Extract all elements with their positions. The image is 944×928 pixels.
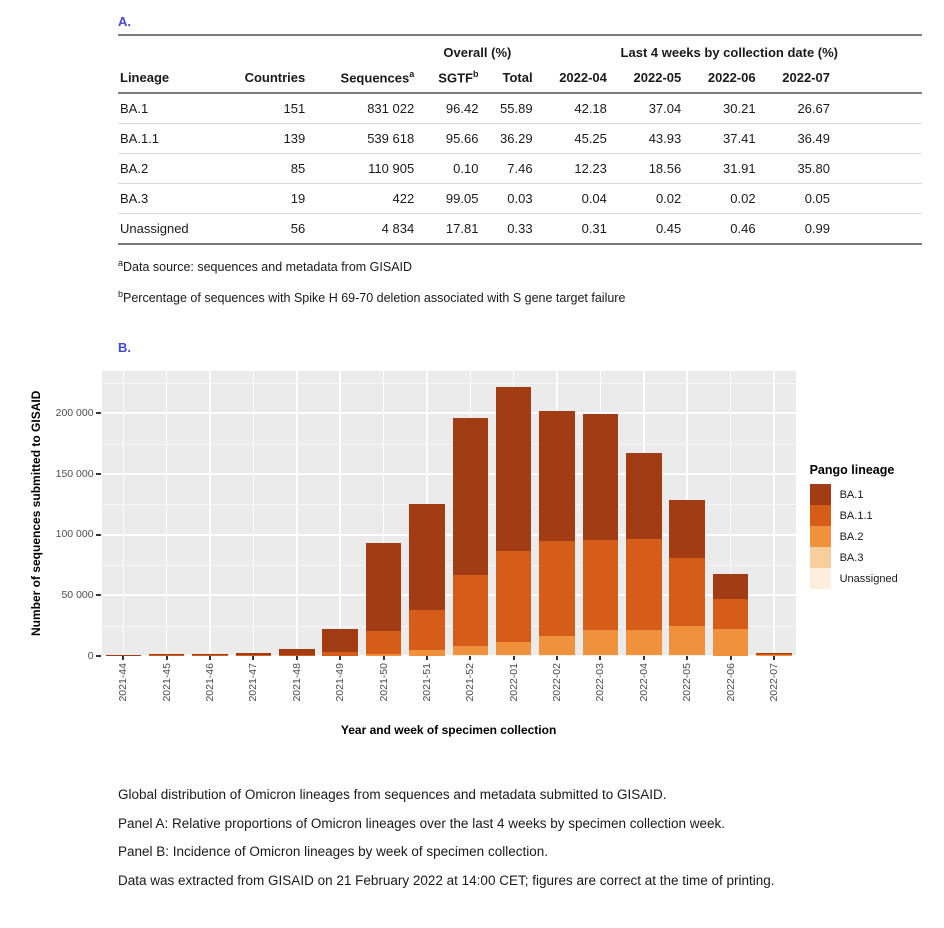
x-tick-mark	[686, 656, 688, 660]
col-header-countries: Countries	[218, 62, 310, 93]
value-cell: 95.66	[418, 124, 482, 154]
bar-slot	[449, 371, 492, 656]
bar-segment-BA.1.1	[713, 599, 749, 630]
bar-segment-BA.1	[626, 453, 662, 538]
x-tick-label: 2021-44	[117, 663, 130, 702]
x-tick-label: 2022-01	[507, 663, 520, 702]
legend-swatch	[810, 505, 831, 526]
bar-segment-BA.1.1	[669, 558, 705, 627]
table-body	[118, 93, 922, 244]
value-cell: 7.46	[482, 154, 536, 184]
bar-stack-2022-05	[669, 500, 705, 656]
value-cell: 99.05	[418, 184, 482, 214]
table-row	[118, 184, 922, 214]
value-cell: 45.25	[537, 124, 611, 154]
legend-label: BA.1.1	[839, 509, 873, 522]
x-tick-mark	[383, 656, 385, 660]
bar-stack-2021-49	[322, 629, 358, 656]
col-header-2022-07: 2022-07	[760, 62, 834, 93]
x-tick-mark	[426, 656, 428, 660]
lineage-cell: BA.1	[120, 101, 149, 117]
lineage-cell: BA.1.1	[118, 124, 218, 154]
col-header-2022-05: 2022-05	[611, 62, 685, 93]
bar-stack-2022-04	[626, 453, 662, 656]
x-axis-tick-labels	[102, 661, 796, 717]
value-cell: 0.46	[685, 214, 759, 245]
x-tick-mark	[513, 656, 515, 660]
value-cell: 0.02	[685, 184, 759, 214]
bar-segment-BA.2	[626, 630, 662, 655]
bar-slot	[275, 371, 318, 656]
table-row	[118, 93, 922, 124]
bar-segment-BA.1.1	[409, 610, 445, 650]
legend-swatch	[810, 568, 831, 589]
value-cell: 110 905	[309, 154, 418, 184]
legend-label: Unassigned	[839, 572, 898, 585]
caption-line: Panel B: Incidence of Omicron lineages by week of specimen collection.	[118, 844, 548, 859]
figure-captions	[118, 788, 775, 902]
bar-segment-BA.1.1	[366, 631, 402, 655]
x-tick-mark	[730, 656, 732, 660]
x-tick-label: 2021-48	[290, 663, 303, 702]
panel-b	[0, 340, 944, 737]
table-group-header-row	[118, 35, 922, 62]
table-row	[118, 124, 922, 154]
x-tick-label: 2022-05	[681, 663, 694, 702]
x-tick-mark	[122, 656, 124, 660]
table-row	[118, 214, 922, 245]
legend-swatch	[810, 484, 831, 505]
value-cell: 0.02	[611, 184, 685, 214]
x-tick-mark	[296, 656, 298, 660]
bar-segment-BA.1.1	[453, 575, 489, 646]
bar-slot	[665, 371, 708, 656]
x-tick-label: 2021-47	[247, 663, 260, 702]
bar-stack-2022-01	[496, 387, 532, 656]
legend-items	[810, 484, 944, 589]
value-cell: 0.31	[537, 214, 611, 245]
y-axis-tick-labels	[44, 371, 102, 662]
value-cell: 151	[283, 101, 306, 117]
value-cell: 139	[218, 124, 310, 154]
bar-segment-BA.2	[669, 626, 705, 655]
lineage-cell: Unassigned	[118, 214, 218, 245]
bar-slot	[535, 371, 578, 656]
bar-stack-2022-03	[583, 414, 619, 657]
x-tick-mark	[469, 656, 471, 660]
bars-layer	[102, 371, 796, 656]
x-tick-label: 2021-46	[204, 663, 217, 702]
col-header-2022-06: 2022-06	[685, 62, 759, 93]
panel-a-label: A.	[118, 14, 131, 29]
col-header-2022-04: 2022-04	[537, 62, 611, 93]
value-cell: 831 022	[367, 101, 415, 117]
lineage-cell: BA.3	[118, 184, 218, 214]
y-tick-mark	[96, 594, 101, 596]
value-cell: 85	[218, 154, 310, 184]
value-cell: 0.33	[482, 214, 536, 245]
bar-segment-BA.2	[713, 629, 749, 655]
legend-item-BA.1	[810, 484, 944, 505]
col-header-sequences: Sequences$^a$	[309, 62, 418, 93]
bar-slot	[622, 371, 665, 656]
value-cell: 43.93	[611, 124, 685, 154]
bar-segment-BA.1	[713, 574, 749, 599]
legend-title: Pango lineage	[809, 463, 895, 477]
value-cell: 539 618	[309, 124, 418, 154]
value-cell: 0.04	[537, 184, 611, 214]
bar-segment-BA.1.1	[496, 551, 532, 642]
bar-slot	[362, 371, 405, 656]
caption-line: Panel A: Relative proportions of Omicron lineages over the last 4 weeks by specimen collection week.	[118, 815, 726, 831]
y-tick-label: 200 000	[55, 406, 94, 419]
x-axis-ticks	[102, 656, 796, 661]
y-tick-label: 100 000	[55, 528, 94, 541]
x-tick-mark	[773, 656, 775, 660]
panel-a	[118, 14, 922, 306]
bar-segment-BA.1	[409, 504, 445, 609]
value-cell: 56	[218, 214, 310, 245]
value-cell: 0.45	[611, 214, 685, 245]
footnote-b: $^b$Percentage of sequences with Spike H 69-70 deletion associated with S gene target failure	[118, 289, 626, 306]
bar-slot	[188, 371, 231, 656]
x-tick-mark	[252, 656, 254, 660]
x-axis-title: Year and week of specimen collection	[340, 723, 557, 737]
y-axis-title: Number of sequences submitted to GISAID	[29, 390, 43, 637]
value-cell: 19	[218, 184, 310, 214]
bar-slot	[145, 371, 188, 656]
x-tick-mark	[643, 656, 645, 660]
bar-stack-2021-51	[409, 504, 445, 656]
x-tick-label: 2022-02	[551, 663, 564, 702]
value-cell: 31.91	[685, 154, 759, 184]
value-cell: 30.21	[723, 101, 756, 117]
bar-slot	[405, 371, 448, 656]
bar-segment-BA.2	[583, 630, 619, 655]
x-tick-label: 2022-07	[767, 663, 780, 702]
table-row	[118, 154, 922, 184]
bar-segment-BA.1	[669, 500, 705, 558]
x-tick-mark	[599, 656, 601, 660]
x-tick-label: 2022-03	[594, 663, 607, 702]
x-tick-label: 2021-45	[160, 663, 173, 702]
caption-line: Global distribution of Omicron lineages from sequences and metadata submitted to GISAID.	[118, 787, 667, 802]
value-cell: 26.67	[797, 101, 830, 117]
bar-slot	[102, 371, 145, 656]
x-tick-mark	[166, 656, 168, 660]
bar-slot	[318, 371, 361, 656]
bar-segment-BA.1.1	[583, 540, 619, 630]
chart	[28, 371, 944, 737]
bar-stack-2021-48	[279, 649, 315, 656]
value-cell: 0.03	[482, 184, 536, 214]
bar-stack-2022-06	[713, 574, 749, 656]
value-cell: 55.89	[500, 101, 533, 117]
lineage-table	[118, 34, 922, 245]
footnote-a: $^a$Data source: sequences and metadata from GISAID	[118, 258, 413, 275]
lineage-cell: BA.2	[118, 154, 218, 184]
legend-label: BA.3	[839, 551, 864, 564]
value-cell: 37.41	[685, 124, 759, 154]
bar-segment-BA.2	[539, 636, 575, 655]
group-header-last4: Last 4 weeks by collection date (%)	[620, 45, 839, 60]
bar-slot	[492, 371, 535, 656]
col-header-sgtf: SGTF$^b$	[418, 62, 482, 93]
bar-segment-BA.1.1	[626, 539, 662, 631]
x-tick-mark	[209, 656, 211, 660]
bar-slot	[752, 371, 795, 656]
bar-segment-BA.1	[583, 414, 619, 540]
bar-slot	[709, 371, 752, 656]
value-cell: 17.81	[418, 214, 482, 245]
legend-label: BA.2	[839, 530, 864, 543]
legend-item-BA.2	[810, 526, 944, 547]
x-tick-label: 2021-50	[377, 663, 390, 702]
group-header-overall: Overall (%)	[443, 45, 512, 60]
caption-line: Data was extracted from GISAID on 21 February 2022 at 14:00 CET; figures are correct at the time of printing.	[118, 872, 775, 888]
legend-label: BA.1	[839, 488, 864, 501]
plot-area	[102, 371, 796, 656]
legend-swatch	[810, 547, 831, 568]
x-tick-label: 2021-49	[334, 663, 347, 702]
x-tick-label: 2021-51	[420, 663, 433, 702]
value-cell: 0.10	[418, 154, 482, 184]
y-tick-label: 50 000	[61, 588, 94, 601]
bar-slot	[579, 371, 622, 656]
value-cell: 0.05	[760, 184, 834, 214]
panel-b-label: B.	[118, 340, 131, 355]
value-cell: 96.42	[445, 101, 479, 117]
legend-swatch	[810, 526, 831, 547]
table-column-header-row	[118, 62, 922, 93]
value-cell: 0.99	[760, 214, 834, 245]
y-tick-mark	[96, 534, 101, 536]
x-tick-mark	[339, 656, 341, 660]
col-header-lineage: Lineage	[118, 62, 218, 93]
y-tick-mark	[96, 412, 101, 414]
value-cell: 35.80	[760, 154, 834, 184]
bar-stack-2021-50	[366, 543, 402, 656]
value-cell: 36.49	[760, 124, 834, 154]
y-tick-mark	[96, 473, 101, 475]
x-tick-mark	[556, 656, 558, 660]
bar-slot	[232, 371, 275, 656]
bar-segment-BA.1.1	[539, 541, 575, 636]
x-tick-label: 2022-04	[637, 663, 650, 702]
bar-segment-BA.1	[496, 387, 532, 551]
legend-item-BA.1.1	[810, 505, 944, 526]
value-cell: 18.56	[611, 154, 685, 184]
y-tick-label: 0	[87, 649, 94, 662]
y-tick-mark	[96, 655, 101, 657]
value-cell: 36.29	[482, 124, 536, 154]
bar-stack-2021-52	[453, 418, 489, 656]
legend-item-BA.3	[810, 547, 944, 568]
value-cell: 42.18	[574, 101, 607, 117]
bar-segment-BA.1	[453, 418, 489, 575]
y-tick-label: 150 000	[55, 467, 94, 480]
bar-segment-BA.1	[322, 629, 358, 652]
bar-segment-BA.2	[453, 646, 489, 655]
legend-item-Unassigned	[810, 568, 944, 589]
bar-segment-BA.2	[496, 642, 532, 655]
bar-segment-BA.1	[539, 411, 575, 541]
value-cell: 422	[309, 184, 418, 214]
value-cell: 37.04	[648, 101, 682, 117]
value-cell: 4 834	[309, 214, 418, 245]
col-header-total: Total	[482, 62, 536, 93]
x-tick-label: 2021-52	[464, 663, 477, 702]
legend	[810, 371, 944, 589]
bar-stack-2022-02	[539, 411, 575, 656]
x-tick-label: 2022-06	[724, 663, 737, 702]
value-cell: 12.23	[537, 154, 611, 184]
bar-segment-BA.1	[366, 543, 402, 630]
